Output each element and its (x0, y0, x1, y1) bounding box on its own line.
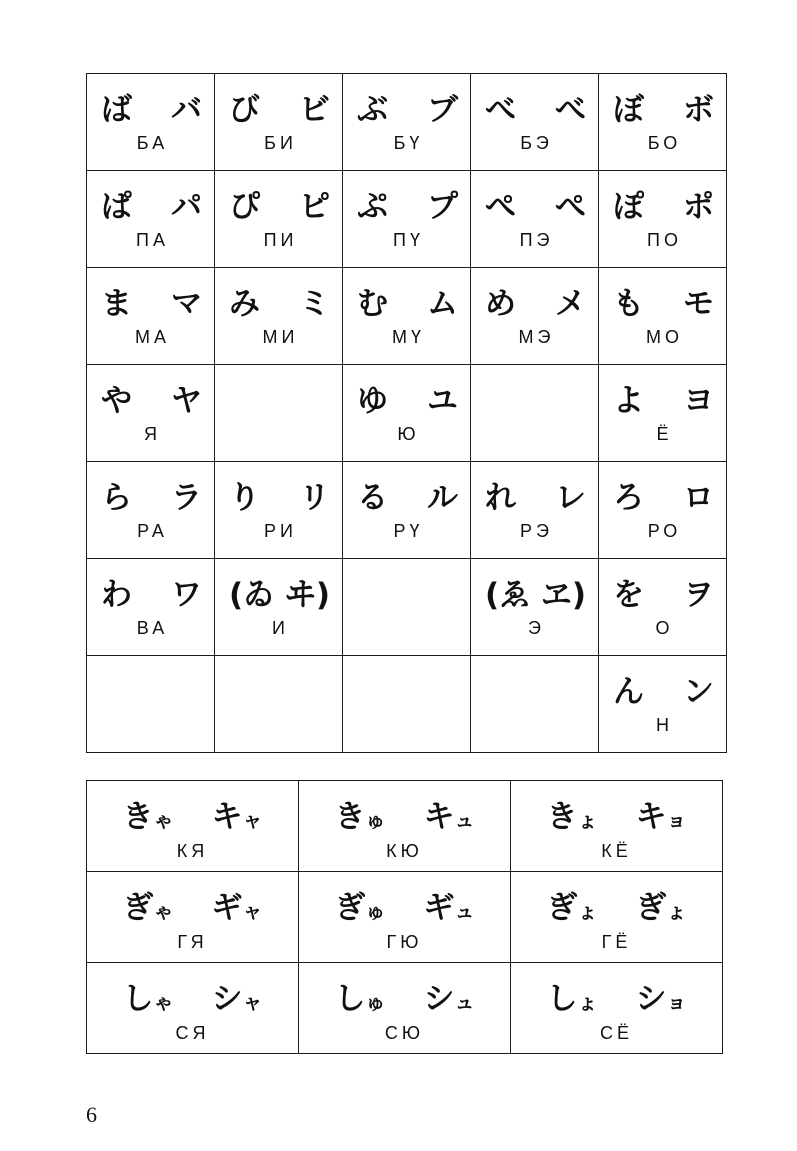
hiragana-char: ぴ (229, 189, 260, 225)
reading-label: МҮ (391, 327, 425, 347)
reading-label: МИ (262, 327, 299, 347)
table-row (87, 559, 727, 656)
katakana-char: プ (427, 189, 458, 225)
reading-label: РА (137, 521, 168, 541)
yoon-cell (299, 872, 511, 963)
reading-label: ПЭ (519, 230, 554, 250)
reading-label: ГЯ (177, 932, 208, 952)
hiragana-char: べ (485, 92, 516, 128)
kana-table (86, 73, 727, 753)
kana-cell (471, 268, 599, 365)
yoon-cell (299, 963, 511, 1054)
reading-label: РҮ (393, 521, 424, 541)
table-row (87, 268, 727, 365)
kana-cell (215, 171, 343, 268)
kana-cell (343, 74, 471, 171)
table-row (87, 872, 723, 963)
yoon-cell (511, 781, 723, 872)
hiragana-char: ん (613, 674, 644, 710)
yoon-cell (87, 781, 299, 872)
reading-label: БИ (264, 133, 297, 153)
yoon-cell (299, 781, 511, 872)
reading-label: РО (647, 521, 682, 541)
kana-cell (343, 268, 471, 365)
kana-cell (215, 462, 343, 559)
empty-cell (471, 656, 599, 753)
hiragana-char: (ゑ (485, 577, 531, 613)
kana-cell (343, 462, 471, 559)
katakana-char: ワ (171, 577, 202, 613)
katakana-char: マ (171, 286, 202, 322)
empty-cell (343, 559, 471, 656)
hiragana-char: ま (101, 286, 132, 322)
katakana-char: ン (683, 674, 714, 710)
reading-label: МЭ (518, 327, 555, 347)
hiragana-char: ろ (613, 480, 644, 516)
hiragana-char: む (357, 286, 388, 322)
table-row (87, 656, 727, 753)
hiragana-char: わ (101, 577, 132, 613)
kana-cell (471, 171, 599, 268)
table-row (87, 462, 727, 559)
hiragana-char: よ (613, 383, 644, 419)
empty-cell (215, 365, 343, 462)
reading-label: ВА (136, 618, 169, 638)
kana-cell (599, 74, 727, 171)
katakana-char: メ (555, 286, 586, 322)
kana-cell (215, 559, 343, 656)
reading-label: ПА (136, 230, 169, 250)
katakana-char: ヲ (683, 577, 714, 613)
kana-cell (87, 74, 215, 171)
kana-cell (471, 462, 599, 559)
katakana-combo: ギャ (211, 890, 263, 926)
hiragana-char: び (229, 92, 260, 128)
reading-label: КЯ (176, 841, 209, 861)
reading-label: ПИ (263, 230, 298, 250)
hiragana-char: り (229, 480, 260, 516)
katakana-char: ヰ) (284, 577, 330, 613)
hiragana-char: ぱ (101, 189, 132, 225)
kana-cell (215, 268, 343, 365)
table-row (87, 963, 723, 1054)
katakana-char: ブ (427, 92, 458, 128)
hiragana-combo: しょ (546, 981, 598, 1017)
hiragana-combo: ぎゅ (334, 890, 386, 926)
kana-cell (599, 656, 727, 753)
hiragana-char: ぶ (357, 92, 388, 128)
reading-label: БҮ (393, 133, 424, 153)
katakana-combo: ショ (635, 981, 687, 1017)
katakana-char: ユ (427, 383, 458, 419)
yoon-table (86, 780, 723, 1054)
empty-cell (215, 656, 343, 753)
reading-label: СЮ (384, 1023, 425, 1043)
hiragana-char: る (357, 480, 388, 516)
reading-label: СЯ (175, 1023, 210, 1043)
katakana-char: ム (427, 286, 458, 322)
kana-cell (87, 559, 215, 656)
table-row (87, 365, 727, 462)
empty-cell (87, 656, 215, 753)
reading-label: РИ (264, 521, 297, 541)
hiragana-char: ら (101, 480, 132, 516)
reading-label: КЮ (386, 841, 423, 861)
katakana-char: ロ (683, 480, 714, 516)
katakana-char: べ (555, 92, 586, 128)
empty-cell (343, 656, 471, 753)
reading-label: ПО (647, 230, 682, 250)
katakana-char: バ (171, 92, 202, 128)
reading-label: БО (647, 133, 682, 153)
hiragana-combo: しゅ (334, 981, 386, 1017)
hiragana-char: ぼ (613, 92, 644, 128)
hiragana-char: み (229, 286, 260, 322)
hiragana-char: め (485, 286, 516, 322)
katakana-char: ビ (299, 92, 330, 128)
reading-label: Э (528, 618, 545, 638)
hiragana-char: も (613, 286, 644, 322)
katakana-char: モ (683, 286, 714, 322)
hiragana-combo: きょ (546, 799, 598, 835)
hiragana-combo: しゃ (122, 981, 174, 1017)
hiragana-char: ぷ (357, 189, 388, 225)
katakana-combo: ぎょ (635, 890, 687, 926)
katakana-char: ヱ) (540, 577, 586, 613)
reading-label: БА (136, 133, 169, 153)
hiragana-char: ば (101, 92, 132, 128)
reading-label: Н (656, 715, 673, 735)
hiragana-char: ゆ (357, 383, 388, 419)
reading-label: ГЁ (601, 932, 632, 952)
yoon-cell (511, 872, 723, 963)
kana-cell (215, 74, 343, 171)
kana-cell (471, 74, 599, 171)
kana-cell (599, 559, 727, 656)
kana-cell (87, 268, 215, 365)
katakana-char: ポ (683, 189, 714, 225)
kana-cell (599, 462, 727, 559)
hiragana-char: を (613, 577, 644, 613)
reading-label: КЁ (601, 841, 632, 861)
reading-label: СЁ (599, 1023, 633, 1043)
reading-label: ГЮ (386, 932, 423, 952)
reading-label: И (272, 618, 289, 638)
katakana-char: ミ (299, 286, 330, 322)
katakana-char: ピ (299, 189, 330, 225)
katakana-char: ボ (683, 92, 714, 128)
katakana-char: ラ (171, 480, 202, 516)
katakana-combo: キャ (211, 799, 263, 835)
table-row (87, 74, 727, 171)
table-row (87, 781, 723, 872)
katakana-char: ル (427, 480, 458, 516)
katakana-char: パ (171, 189, 202, 225)
reading-label: Я (144, 424, 161, 444)
reading-label: О (655, 618, 674, 638)
kana-cell (343, 171, 471, 268)
hiragana-char: れ (485, 480, 516, 516)
hiragana-char: ぽ (613, 189, 644, 225)
hiragana-combo: きゃ (122, 799, 174, 835)
kana-cell (599, 365, 727, 462)
katakana-combo: キョ (635, 799, 687, 835)
reading-label: БЭ (520, 133, 553, 153)
kana-cell (599, 268, 727, 365)
yoon-cell (87, 872, 299, 963)
reading-label: РЭ (520, 521, 553, 541)
katakana-char: リ (299, 480, 330, 516)
reading-label: Ю (397, 424, 420, 444)
empty-cell (471, 365, 599, 462)
hiragana-char: や (101, 383, 132, 419)
katakana-combo: シャ (211, 981, 263, 1017)
page-number: 6 (86, 1102, 97, 1127)
katakana-char: レ (555, 480, 586, 516)
hiragana-char: (ゐ (229, 577, 275, 613)
hiragana-combo: ぎゃ (122, 890, 174, 926)
katakana-combo: シュ (423, 981, 475, 1017)
katakana-combo: ギュ (423, 890, 475, 926)
hiragana-combo: きゅ (334, 799, 386, 835)
reading-label: МО (646, 327, 683, 347)
katakana-char: ヤ (171, 383, 202, 419)
reading-label: МА (135, 327, 170, 347)
kana-cell (343, 365, 471, 462)
katakana-char: ぺ (555, 189, 586, 225)
kana-cell (471, 559, 599, 656)
kana-cell (87, 462, 215, 559)
reading-label: Ё (656, 424, 673, 444)
kana-cell (87, 365, 215, 462)
reading-label: ПҮ (393, 230, 424, 250)
hiragana-char: ぺ (485, 189, 516, 225)
kana-cell (87, 171, 215, 268)
hiragana-combo: ぎょ (546, 890, 598, 926)
katakana-combo: キュ (423, 799, 475, 835)
yoon-cell (87, 963, 299, 1054)
katakana-char: ヨ (683, 383, 714, 419)
table-row (87, 171, 727, 268)
kana-cell (599, 171, 727, 268)
yoon-cell (511, 963, 723, 1054)
